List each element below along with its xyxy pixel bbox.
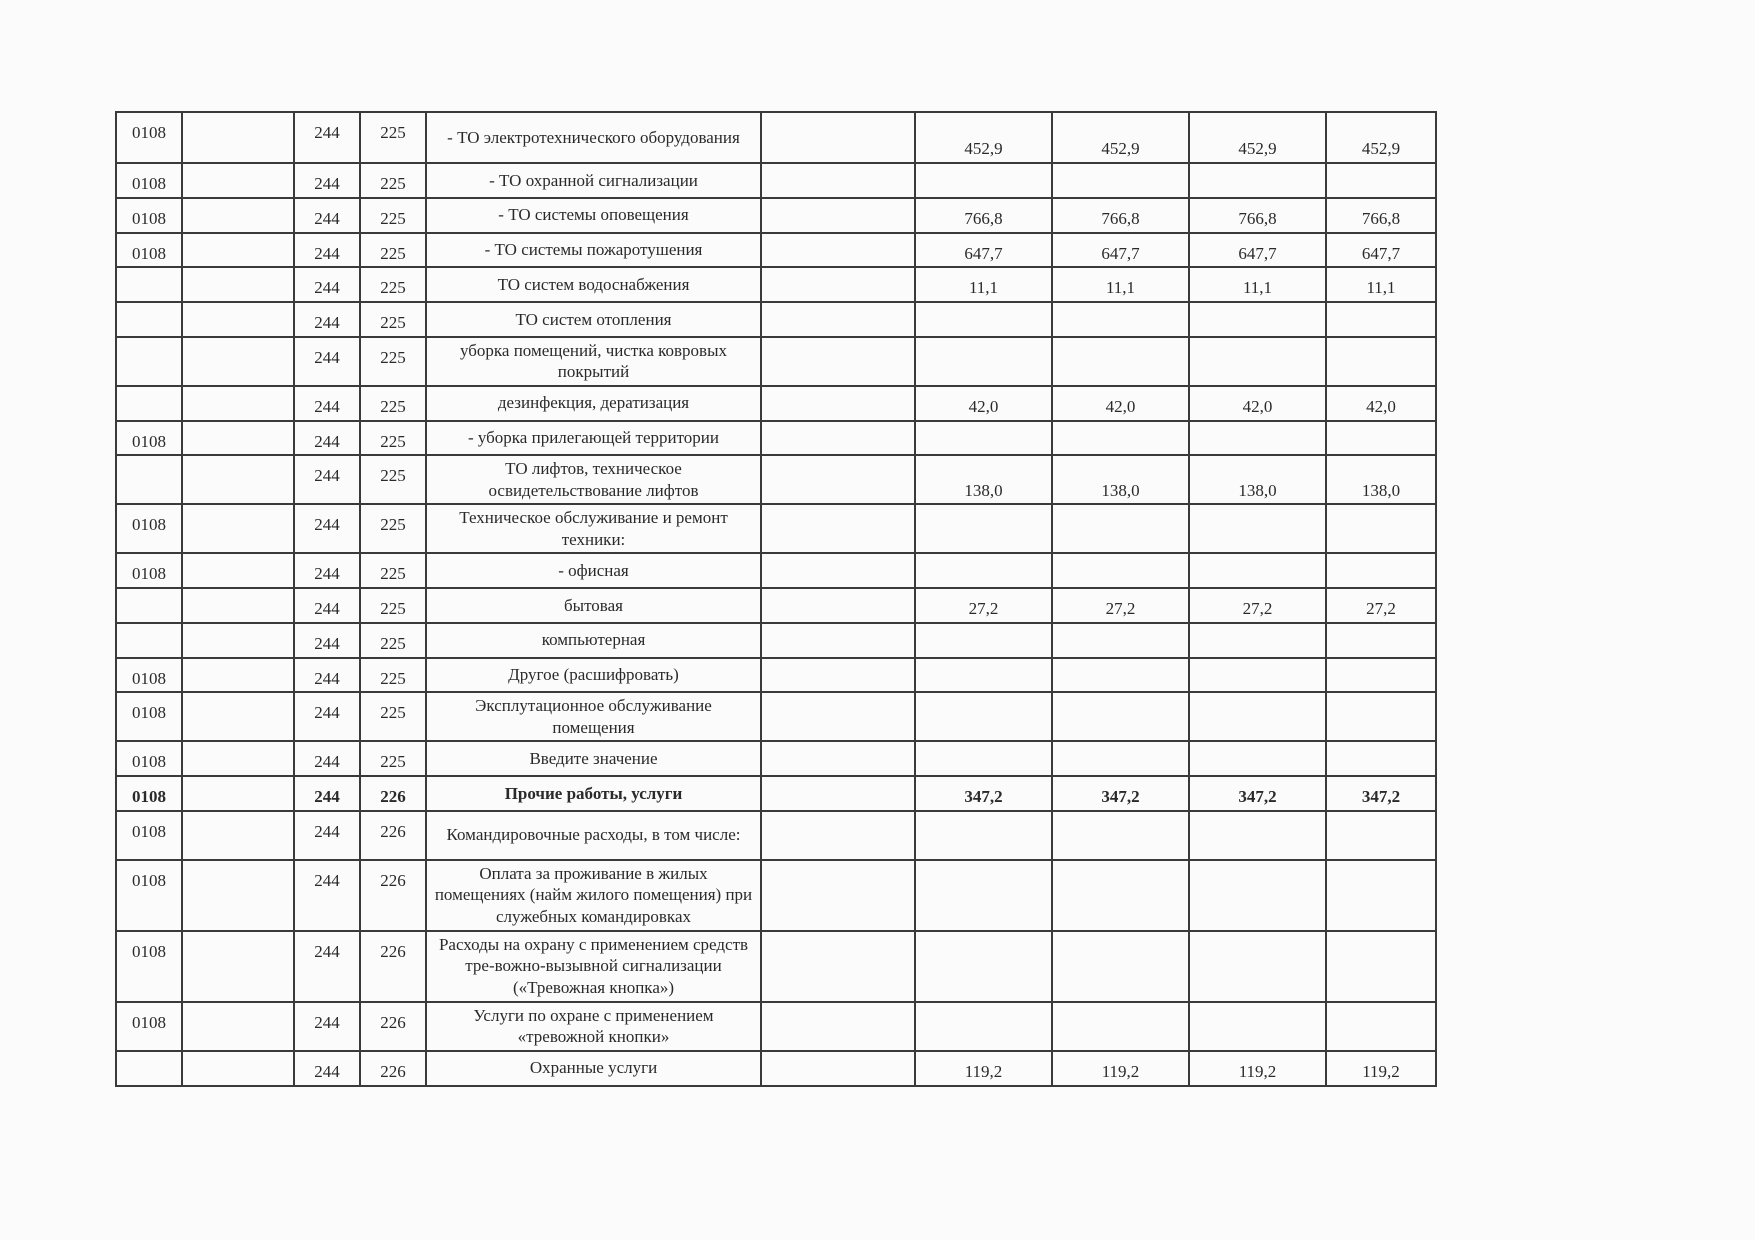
amount-cell-3: 452,9	[1189, 112, 1326, 163]
kvr-code-cell: 244	[294, 741, 360, 776]
kosgu-code-cell: 225	[360, 692, 426, 741]
kosgu-code-cell: 225	[360, 163, 426, 198]
amount-cell-1	[915, 553, 1052, 588]
kvr-code-cell: 244	[294, 337, 360, 386]
subsection-cell	[182, 623, 294, 658]
amount-cell-1	[915, 337, 1052, 386]
kvr-code-cell: 244	[294, 421, 360, 456]
subsection-cell	[182, 163, 294, 198]
subsection-cell	[182, 811, 294, 860]
subsection-cell	[182, 1002, 294, 1051]
kvr-code-cell: 244	[294, 163, 360, 198]
amount-cell-2	[1052, 811, 1189, 860]
amount-cell-2: 347,2	[1052, 776, 1189, 811]
amount-cell-2	[1052, 504, 1189, 553]
table-body	[116, 112, 1436, 1086]
kosgu-code-cell: 225	[360, 553, 426, 588]
section-code-cell: 0108	[116, 658, 182, 693]
kvr-code-cell: 244	[294, 588, 360, 623]
subsection-cell	[182, 860, 294, 931]
kvr-code-cell: 244	[294, 504, 360, 553]
amount-cell-2: 452,9	[1052, 112, 1189, 163]
amount-cell-3	[1189, 623, 1326, 658]
section-code-cell	[116, 588, 182, 623]
kvr-code-cell: 244	[294, 386, 360, 421]
amount-cell-1	[915, 860, 1052, 931]
kvr-code-cell: 244	[294, 233, 360, 268]
empty-cell	[761, 692, 915, 741]
subsection-cell	[182, 337, 294, 386]
amount-cell-3	[1189, 1002, 1326, 1051]
kosgu-code-cell: 225	[360, 386, 426, 421]
section-code-cell	[116, 455, 182, 504]
section-code-cell	[116, 623, 182, 658]
amount-cell-2	[1052, 421, 1189, 456]
amount-cell-2	[1052, 337, 1189, 386]
table-row	[116, 1051, 1436, 1086]
amount-cell-1	[915, 692, 1052, 741]
table-row	[116, 421, 1436, 456]
expense-name-cell: ТО лифтов, техническое освидетельствование лифтов	[426, 455, 761, 504]
amount-cell-4	[1326, 163, 1436, 198]
expense-name-cell: - ТО системы оповещения	[426, 198, 761, 233]
subsection-cell	[182, 302, 294, 337]
amount-cell-4: 42,0	[1326, 386, 1436, 421]
empty-cell	[761, 233, 915, 268]
expense-name-cell: ТО систем водоснабжения	[426, 267, 761, 302]
table-row	[116, 553, 1436, 588]
amount-cell-3: 647,7	[1189, 233, 1326, 268]
expense-name-cell: Расходы на охрану с применением средств тре-вожно-вызывной сигнализации («Тревожная кнопка»)	[426, 931, 761, 1002]
kosgu-code-cell: 225	[360, 588, 426, 623]
kosgu-code-cell: 226	[360, 811, 426, 860]
expense-name-cell: Командировочные расходы, в том числе:	[426, 811, 761, 860]
section-code-cell: 0108	[116, 776, 182, 811]
table-row	[116, 860, 1436, 931]
amount-cell-1	[915, 658, 1052, 693]
subsection-cell	[182, 741, 294, 776]
amount-cell-1	[915, 421, 1052, 456]
empty-cell	[761, 267, 915, 302]
empty-cell	[761, 504, 915, 553]
kosgu-code-cell: 225	[360, 112, 426, 163]
expense-name-cell: Оплата за проживание в жилых помещениях (найм жилого помещения) при служебных командировках	[426, 860, 761, 931]
section-code-cell	[116, 1051, 182, 1086]
amount-cell-2	[1052, 623, 1189, 658]
expense-name-cell: Введите значение	[426, 741, 761, 776]
amount-cell-1	[915, 811, 1052, 860]
amount-cell-1	[915, 1002, 1052, 1051]
amount-cell-2: 119,2	[1052, 1051, 1189, 1086]
kvr-code-cell: 244	[294, 198, 360, 233]
expense-name-cell: - офисная	[426, 553, 761, 588]
empty-cell	[761, 658, 915, 693]
table-row	[116, 386, 1436, 421]
expense-name-cell: уборка помещений, чистка ковровых покрытий	[426, 337, 761, 386]
amount-cell-2	[1052, 658, 1189, 693]
empty-cell	[761, 455, 915, 504]
section-code-cell: 0108	[116, 198, 182, 233]
kosgu-code-cell: 226	[360, 1051, 426, 1086]
subsection-cell	[182, 267, 294, 302]
subsection-cell	[182, 233, 294, 268]
subsection-cell	[182, 386, 294, 421]
amount-cell-3	[1189, 658, 1326, 693]
section-code-cell: 0108	[116, 931, 182, 1002]
kosgu-code-cell: 225	[360, 198, 426, 233]
section-code-cell	[116, 386, 182, 421]
section-code-cell: 0108	[116, 553, 182, 588]
table-row	[116, 658, 1436, 693]
amount-cell-1: 347,2	[915, 776, 1052, 811]
kvr-code-cell: 244	[294, 112, 360, 163]
amount-cell-3	[1189, 553, 1326, 588]
kvr-code-cell: 244	[294, 692, 360, 741]
empty-cell	[761, 421, 915, 456]
amount-cell-3	[1189, 811, 1326, 860]
subsection-cell	[182, 553, 294, 588]
kosgu-code-cell: 226	[360, 776, 426, 811]
kvr-code-cell: 244	[294, 658, 360, 693]
amount-cell-3: 27,2	[1189, 588, 1326, 623]
amount-cell-4: 27,2	[1326, 588, 1436, 623]
amount-cell-4: 766,8	[1326, 198, 1436, 233]
amount-cell-4: 138,0	[1326, 455, 1436, 504]
amount-cell-4: 347,2	[1326, 776, 1436, 811]
amount-cell-4: 119,2	[1326, 1051, 1436, 1086]
amount-cell-1: 27,2	[915, 588, 1052, 623]
section-code-cell: 0108	[116, 692, 182, 741]
amount-cell-2: 42,0	[1052, 386, 1189, 421]
empty-cell	[761, 553, 915, 588]
amount-cell-4	[1326, 931, 1436, 1002]
table-row	[116, 623, 1436, 658]
amount-cell-1	[915, 741, 1052, 776]
amount-cell-2	[1052, 1002, 1189, 1051]
subsection-cell	[182, 455, 294, 504]
kvr-code-cell: 244	[294, 267, 360, 302]
table-row	[116, 741, 1436, 776]
subsection-cell	[182, 776, 294, 811]
empty-cell	[761, 776, 915, 811]
subsection-cell	[182, 198, 294, 233]
expense-name-cell: Прочие работы, услуги	[426, 776, 761, 811]
empty-cell	[761, 302, 915, 337]
section-code-cell: 0108	[116, 1002, 182, 1051]
table-row	[116, 455, 1436, 504]
subsection-cell	[182, 692, 294, 741]
expense-name-cell: - ТО охранной сигнализации	[426, 163, 761, 198]
amount-cell-3	[1189, 421, 1326, 456]
kosgu-code-cell: 225	[360, 267, 426, 302]
empty-cell	[761, 386, 915, 421]
amount-cell-2: 647,7	[1052, 233, 1189, 268]
amount-cell-3	[1189, 302, 1326, 337]
amount-cell-4	[1326, 623, 1436, 658]
expense-name-cell: - уборка прилегающей территории	[426, 421, 761, 456]
section-code-cell: 0108	[116, 112, 182, 163]
amount-cell-3: 119,2	[1189, 1051, 1326, 1086]
amount-cell-4: 647,7	[1326, 233, 1436, 268]
kosgu-code-cell: 225	[360, 504, 426, 553]
amount-cell-2	[1052, 931, 1189, 1002]
table-row	[116, 504, 1436, 553]
kosgu-code-cell: 225	[360, 658, 426, 693]
table-row	[116, 1002, 1436, 1051]
amount-cell-1: 647,7	[915, 233, 1052, 268]
amount-cell-1	[915, 302, 1052, 337]
subsection-cell	[182, 588, 294, 623]
kosgu-code-cell: 225	[360, 337, 426, 386]
amount-cell-4	[1326, 504, 1436, 553]
amount-cell-3: 138,0	[1189, 455, 1326, 504]
table-row	[116, 692, 1436, 741]
section-code-cell: 0108	[116, 233, 182, 268]
amount-cell-4	[1326, 860, 1436, 931]
amount-cell-1	[915, 504, 1052, 553]
expense-name-cell: ТО систем отопления	[426, 302, 761, 337]
empty-cell	[761, 811, 915, 860]
kvr-code-cell: 244	[294, 811, 360, 860]
amount-cell-4	[1326, 553, 1436, 588]
empty-cell	[761, 1002, 915, 1051]
table-row	[116, 267, 1436, 302]
section-code-cell: 0108	[116, 741, 182, 776]
empty-cell	[761, 588, 915, 623]
amount-cell-3	[1189, 860, 1326, 931]
amount-cell-3: 42,0	[1189, 386, 1326, 421]
amount-cell-2: 27,2	[1052, 588, 1189, 623]
amount-cell-1: 138,0	[915, 455, 1052, 504]
kvr-code-cell: 244	[294, 1051, 360, 1086]
amount-cell-3: 766,8	[1189, 198, 1326, 233]
kvr-code-cell: 244	[294, 776, 360, 811]
empty-cell	[761, 163, 915, 198]
amount-cell-4	[1326, 1002, 1436, 1051]
expense-name-cell: компьютерная	[426, 623, 761, 658]
amount-cell-1: 119,2	[915, 1051, 1052, 1086]
amount-cell-4	[1326, 692, 1436, 741]
amount-cell-1: 42,0	[915, 386, 1052, 421]
section-code-cell: 0108	[116, 811, 182, 860]
table-row	[116, 931, 1436, 1002]
amount-cell-4	[1326, 741, 1436, 776]
empty-cell	[761, 860, 915, 931]
amount-cell-2	[1052, 860, 1189, 931]
amount-cell-1: 11,1	[915, 267, 1052, 302]
empty-cell	[761, 112, 915, 163]
table-row	[116, 337, 1436, 386]
table-row	[116, 198, 1436, 233]
section-code-cell	[116, 267, 182, 302]
expense-name-cell: Услуги по охране с применением «тревожной кнопки»	[426, 1002, 761, 1051]
amount-cell-4	[1326, 337, 1436, 386]
kvr-code-cell: 244	[294, 860, 360, 931]
table-row	[116, 776, 1436, 811]
amount-cell-4: 452,9	[1326, 112, 1436, 163]
subsection-cell	[182, 421, 294, 456]
kosgu-code-cell: 225	[360, 421, 426, 456]
expense-name-cell: Другое (расшифровать)	[426, 658, 761, 693]
amount-cell-1: 452,9	[915, 112, 1052, 163]
budget-table	[115, 111, 1437, 1087]
empty-cell	[761, 198, 915, 233]
expense-name-cell: дезинфекция, дератизация	[426, 386, 761, 421]
kosgu-code-cell: 225	[360, 233, 426, 268]
amount-cell-3	[1189, 692, 1326, 741]
expense-name-cell: - ТО электротехнического оборудования	[426, 112, 761, 163]
section-code-cell	[116, 302, 182, 337]
kvr-code-cell: 244	[294, 623, 360, 658]
amount-cell-3: 11,1	[1189, 267, 1326, 302]
kvr-code-cell: 244	[294, 931, 360, 1002]
amount-cell-3	[1189, 931, 1326, 1002]
kosgu-code-cell: 225	[360, 455, 426, 504]
amount-cell-1	[915, 931, 1052, 1002]
subsection-cell	[182, 1051, 294, 1086]
section-code-cell: 0108	[116, 421, 182, 456]
section-code-cell: 0108	[116, 504, 182, 553]
expense-name-cell: Техническое обслуживание и ремонт техники:	[426, 504, 761, 553]
kvr-code-cell: 244	[294, 553, 360, 588]
empty-cell	[761, 741, 915, 776]
kvr-code-cell: 244	[294, 302, 360, 337]
expense-name-cell: Эксплутационное обслуживание помещения	[426, 692, 761, 741]
amount-cell-4	[1326, 658, 1436, 693]
amount-cell-2: 138,0	[1052, 455, 1189, 504]
section-code-cell: 0108	[116, 860, 182, 931]
amount-cell-3	[1189, 741, 1326, 776]
amount-cell-1: 766,8	[915, 198, 1052, 233]
table-row	[116, 163, 1436, 198]
expense-name-cell: бытовая	[426, 588, 761, 623]
table-row	[116, 588, 1436, 623]
kosgu-code-cell: 225	[360, 741, 426, 776]
empty-cell	[761, 931, 915, 1002]
amount-cell-3	[1189, 163, 1326, 198]
section-code-cell: 0108	[116, 163, 182, 198]
amount-cell-3	[1189, 504, 1326, 553]
subsection-cell	[182, 504, 294, 553]
kvr-code-cell: 244	[294, 455, 360, 504]
table-row	[116, 302, 1436, 337]
table-row	[116, 233, 1436, 268]
kvr-code-cell: 244	[294, 1002, 360, 1051]
amount-cell-1	[915, 163, 1052, 198]
amount-cell-2: 11,1	[1052, 267, 1189, 302]
empty-cell	[761, 337, 915, 386]
kosgu-code-cell: 226	[360, 1002, 426, 1051]
amount-cell-4	[1326, 811, 1436, 860]
amount-cell-4	[1326, 421, 1436, 456]
amount-cell-1	[915, 623, 1052, 658]
kosgu-code-cell: 226	[360, 860, 426, 931]
empty-cell	[761, 623, 915, 658]
subsection-cell	[182, 658, 294, 693]
subsection-cell	[182, 931, 294, 1002]
empty-cell	[761, 1051, 915, 1086]
amount-cell-4	[1326, 302, 1436, 337]
amount-cell-2	[1052, 302, 1189, 337]
amount-cell-2	[1052, 163, 1189, 198]
expense-name-cell: Охранные услуги	[426, 1051, 761, 1086]
kosgu-code-cell: 225	[360, 302, 426, 337]
subsection-cell	[182, 112, 294, 163]
amount-cell-4: 11,1	[1326, 267, 1436, 302]
table-row	[116, 112, 1436, 163]
kosgu-code-cell: 226	[360, 931, 426, 1002]
amount-cell-3: 347,2	[1189, 776, 1326, 811]
amount-cell-2: 766,8	[1052, 198, 1189, 233]
amount-cell-2	[1052, 553, 1189, 588]
section-code-cell	[116, 337, 182, 386]
amount-cell-2	[1052, 741, 1189, 776]
kosgu-code-cell: 225	[360, 623, 426, 658]
table-row	[116, 811, 1436, 860]
expense-name-cell: - ТО системы пожаротушения	[426, 233, 761, 268]
amount-cell-3	[1189, 337, 1326, 386]
amount-cell-2	[1052, 692, 1189, 741]
